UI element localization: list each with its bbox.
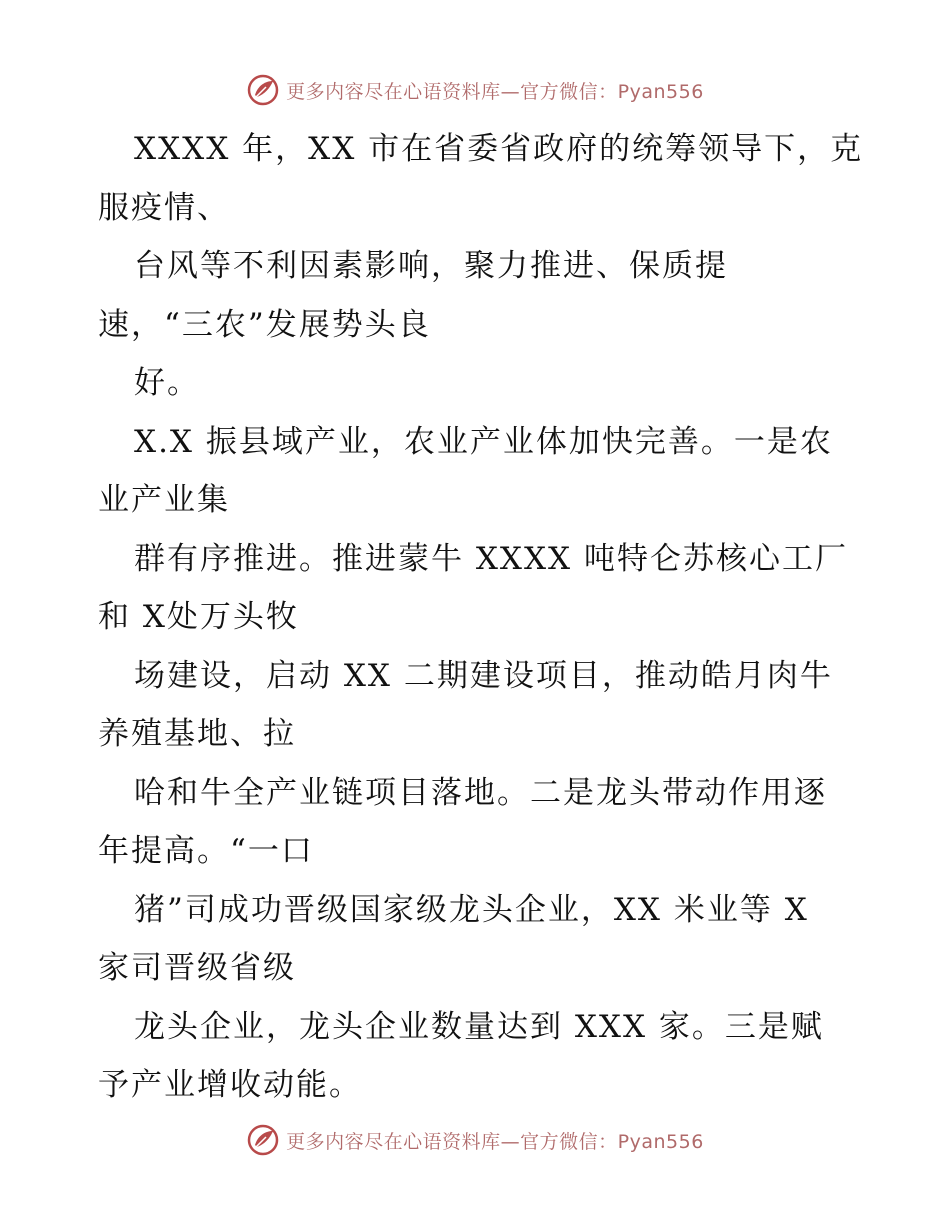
- watermark-text: 更多内容尽在心语资料库—官方微信：Pyan556: [286, 80, 704, 103]
- paragraph-line: 龙头企业，龙头企业数量达到 XXX 家。三是赋: [134, 1008, 824, 1045]
- document-body: [98, 120, 864, 1115]
- watermark-text: 更多内容尽在心语资料库—官方微信：Pyan556: [286, 1130, 704, 1153]
- paragraph-line: 年提高。“一口: [98, 833, 314, 869]
- paragraph-line: 予产业增收动能。: [98, 1067, 362, 1103]
- paragraph-line: 台风等不利因素影响，聚力推进、保质提: [134, 248, 728, 284]
- paragraph-line: 场建设，启动 XX 二期建设项目，推动皓月肉牛: [134, 657, 833, 694]
- paragraph-line: 业产业集: [98, 482, 230, 518]
- stylized-leaf-logo-icon: [246, 1123, 280, 1157]
- paragraph-line: X.X 振县域产业，农业产业体加快完善。一是农: [134, 423, 833, 460]
- paragraph-line: 养殖基地、拉: [98, 716, 296, 752]
- paragraph-line: 好。: [134, 365, 200, 401]
- paragraph-line: 群有序推进。推进蒙牛 XXXX 吨特仑苏核心工厂: [134, 540, 848, 577]
- paragraph-line: 猪”司成功晋级国家级龙头企业，XX 米业等 X: [134, 891, 809, 928]
- paragraph-line: 速，“三农”发展势头良: [98, 306, 431, 343]
- paragraph-line: 服疫情、: [98, 189, 230, 226]
- paragraph-line: XXXX 年，XX 市在省委省政府的统筹领导下，克: [134, 131, 864, 167]
- header-watermark: [0, 70, 950, 110]
- stylized-leaf-logo-icon: [246, 73, 280, 107]
- paragraph-line: 家司晋级省级: [98, 950, 296, 986]
- paragraph-line: 哈和牛全产业链项目落地。二是龙头带动作用逐: [134, 774, 827, 811]
- paragraph-line: 和 X处万头牧: [98, 599, 299, 635]
- footer-watermark: [0, 1120, 950, 1160]
